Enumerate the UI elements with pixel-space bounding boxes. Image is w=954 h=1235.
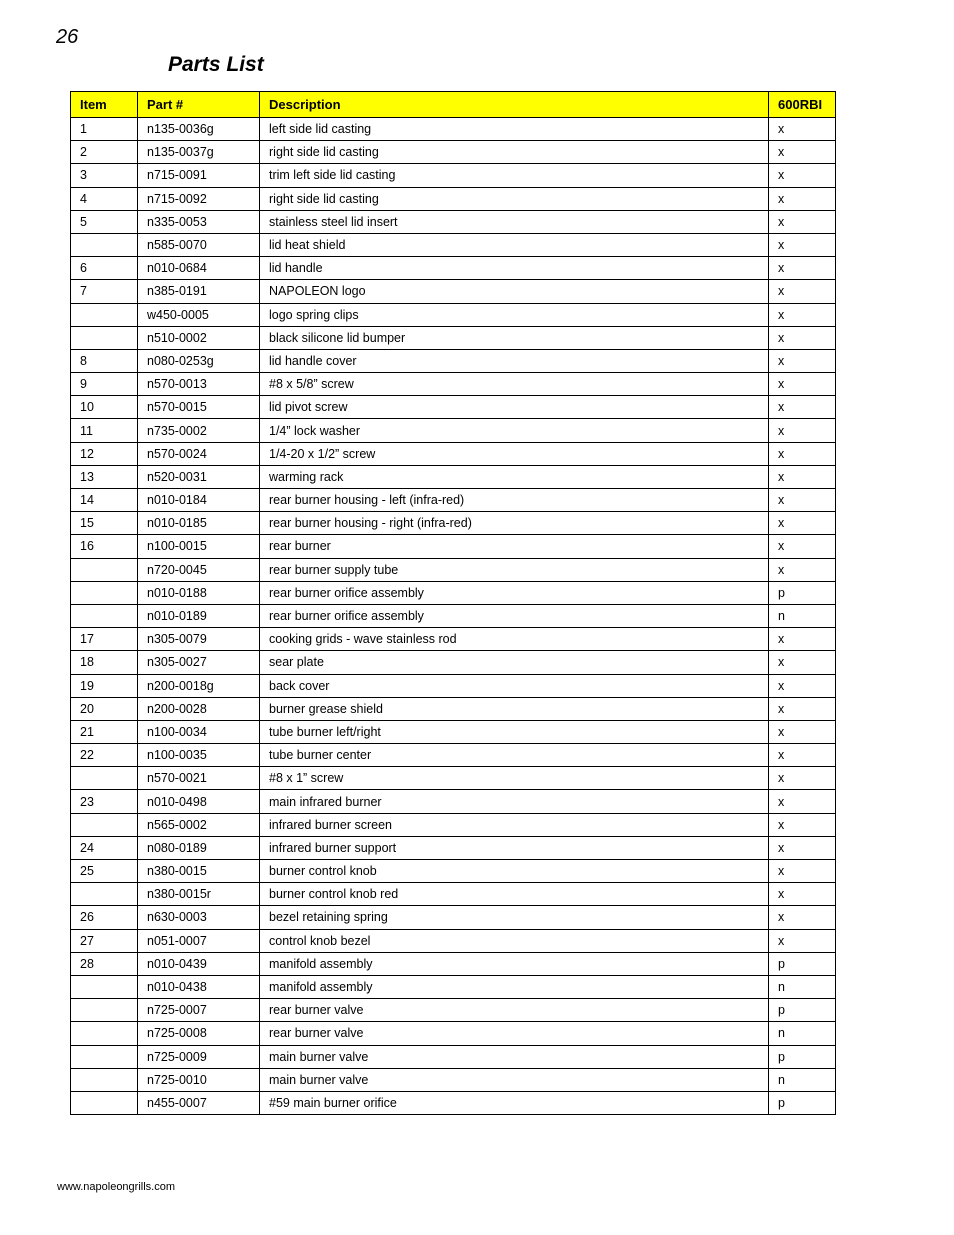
cell-part-number: n305-0027 (138, 651, 260, 674)
cell-item: 3 (71, 164, 138, 187)
table-row (71, 419, 836, 442)
cell-description: stainless steel lid insert (260, 210, 769, 233)
table-row (71, 512, 836, 535)
cell-model: x (769, 512, 836, 535)
cell-item: 16 (71, 535, 138, 558)
cell-part-number: n051-0007 (138, 929, 260, 952)
cell-model: x (769, 883, 836, 906)
cell-item (71, 767, 138, 790)
cell-item: 14 (71, 489, 138, 512)
cell-item: 23 (71, 790, 138, 813)
cell-model: x (769, 349, 836, 372)
cell-model: x (769, 720, 836, 743)
table-row (71, 813, 836, 836)
cell-model: x (769, 465, 836, 488)
cell-description: burner control knob red (260, 883, 769, 906)
cell-part-number: n100-0035 (138, 744, 260, 767)
cell-description: main burner valve (260, 1045, 769, 1068)
cell-description: rear burner orifice assembly (260, 604, 769, 627)
cell-model: x (769, 767, 836, 790)
cell-item (71, 1022, 138, 1045)
cell-part-number: n100-0034 (138, 720, 260, 743)
cell-part-number: n725-0009 (138, 1045, 260, 1068)
cell-item (71, 883, 138, 906)
cell-description: rear burner housing - left (infra-red) (260, 489, 769, 512)
cell-description: main burner valve (260, 1068, 769, 1091)
cell-description: control knob bezel (260, 929, 769, 952)
cell-description: black silicone lid bumper (260, 326, 769, 349)
cell-part-number: n720-0045 (138, 558, 260, 581)
table-row (71, 442, 836, 465)
table-row (71, 373, 836, 396)
cell-part-number: n510-0002 (138, 326, 260, 349)
cell-part-number: n570-0024 (138, 442, 260, 465)
parts-table-body (71, 118, 836, 1115)
cell-model: p (769, 1045, 836, 1068)
cell-part-number: n010-0684 (138, 257, 260, 280)
cell-description: #8 x 1” screw (260, 767, 769, 790)
cell-description: 1/4-20 x 1/2” screw (260, 442, 769, 465)
table-row (71, 558, 836, 581)
table-row (71, 1022, 836, 1045)
cell-description: warming rack (260, 465, 769, 488)
table-row (71, 860, 836, 883)
cell-model: p (769, 581, 836, 604)
cell-part-number: n200-0028 (138, 697, 260, 720)
table-row (71, 581, 836, 604)
table-row (71, 674, 836, 697)
cell-item: 18 (71, 651, 138, 674)
cell-item (71, 975, 138, 998)
table-row (71, 790, 836, 813)
cell-description: right side lid casting (260, 141, 769, 164)
cell-model: x (769, 929, 836, 952)
table-row (71, 210, 836, 233)
cell-item: 13 (71, 465, 138, 488)
table-row (71, 396, 836, 419)
header-part-number: Part # (138, 92, 260, 118)
cell-description: rear burner valve (260, 999, 769, 1022)
table-row (71, 489, 836, 512)
cell-part-number: w450-0005 (138, 303, 260, 326)
cell-model: x (769, 118, 836, 141)
page-number: 26 (56, 26, 79, 48)
cell-item: 22 (71, 744, 138, 767)
cell-item: 26 (71, 906, 138, 929)
cell-description: lid pivot screw (260, 396, 769, 419)
cell-description: cooking grids - wave stainless rod (260, 628, 769, 651)
table-row (71, 535, 836, 558)
cell-part-number: n725-0008 (138, 1022, 260, 1045)
table-row (71, 257, 836, 280)
cell-part-number: n380-0015 (138, 860, 260, 883)
header-item: Item (71, 92, 138, 118)
cell-model: x (769, 210, 836, 233)
cell-model: p (769, 1091, 836, 1114)
cell-part-number: n200-0018g (138, 674, 260, 697)
cell-part-number: n735-0002 (138, 419, 260, 442)
cell-item: 19 (71, 674, 138, 697)
cell-model: x (769, 860, 836, 883)
cell-description: lid handle (260, 257, 769, 280)
cell-model: x (769, 744, 836, 767)
cell-part-number: n135-0037g (138, 141, 260, 164)
cell-model: x (769, 558, 836, 581)
parts-table (70, 91, 836, 1115)
cell-part-number: n725-0007 (138, 999, 260, 1022)
cell-model: x (769, 790, 836, 813)
cell-item (71, 581, 138, 604)
cell-description: burner control knob (260, 860, 769, 883)
cell-description: rear burner orifice assembly (260, 581, 769, 604)
table-row (71, 1045, 836, 1068)
cell-item: 2 (71, 141, 138, 164)
cell-description: manifold assembly (260, 975, 769, 998)
cell-item (71, 303, 138, 326)
cell-item: 15 (71, 512, 138, 535)
table-row (71, 628, 836, 651)
cell-description: bezel retaining spring (260, 906, 769, 929)
cell-item (71, 1045, 138, 1068)
table-row (71, 651, 836, 674)
cell-model: x (769, 280, 836, 303)
table-row (71, 929, 836, 952)
cell-description: manifold assembly (260, 952, 769, 975)
cell-description: left side lid casting (260, 118, 769, 141)
table-row (71, 349, 836, 372)
cell-item: 20 (71, 697, 138, 720)
cell-item: 24 (71, 836, 138, 859)
table-row (71, 187, 836, 210)
cell-item: 6 (71, 257, 138, 280)
table-row (71, 720, 836, 743)
cell-description: lid heat shield (260, 233, 769, 256)
cell-description: infrared burner screen (260, 813, 769, 836)
cell-item (71, 1091, 138, 1114)
table-row (71, 233, 836, 256)
cell-description: #59 main burner orifice (260, 1091, 769, 1114)
cell-part-number: n010-0188 (138, 581, 260, 604)
cell-part-number: n585-0070 (138, 233, 260, 256)
cell-description: #8 x 5/8” screw (260, 373, 769, 396)
cell-description: tube burner center (260, 744, 769, 767)
cell-description: rear burner housing - right (infra-red) (260, 512, 769, 535)
table-header-row (71, 92, 836, 118)
cell-item: 28 (71, 952, 138, 975)
cell-part-number: n570-0021 (138, 767, 260, 790)
cell-description: rear burner supply tube (260, 558, 769, 581)
cell-part-number: n080-0253g (138, 349, 260, 372)
cell-description: rear burner valve (260, 1022, 769, 1045)
cell-part-number: n520-0031 (138, 465, 260, 488)
cell-description: infrared burner support (260, 836, 769, 859)
cell-part-number: n010-0185 (138, 512, 260, 535)
cell-description: main infrared burner (260, 790, 769, 813)
cell-part-number: n335-0053 (138, 210, 260, 233)
cell-model: x (769, 836, 836, 859)
table-row (71, 883, 836, 906)
table-row (71, 975, 836, 998)
table-row (71, 999, 836, 1022)
cell-model: p (769, 952, 836, 975)
cell-part-number: n010-0498 (138, 790, 260, 813)
table-row (71, 836, 836, 859)
cell-model: n (769, 975, 836, 998)
cell-description: logo spring clips (260, 303, 769, 326)
cell-part-number: n010-0189 (138, 604, 260, 627)
table-row (71, 303, 836, 326)
cell-model: x (769, 906, 836, 929)
cell-model: x (769, 442, 836, 465)
cell-part-number: n305-0079 (138, 628, 260, 651)
footer-url: www.napoleongrills.com (57, 1181, 175, 1193)
cell-item: 27 (71, 929, 138, 952)
cell-part-number: n570-0013 (138, 373, 260, 396)
cell-part-number: n715-0091 (138, 164, 260, 187)
cell-description: right side lid casting (260, 187, 769, 210)
cell-item: 8 (71, 349, 138, 372)
table-row (71, 164, 836, 187)
cell-model: x (769, 813, 836, 836)
cell-model: x (769, 674, 836, 697)
cell-model: x (769, 373, 836, 396)
cell-description: NAPOLEON logo (260, 280, 769, 303)
cell-part-number: n725-0010 (138, 1068, 260, 1091)
table-row (71, 1068, 836, 1091)
cell-model: x (769, 187, 836, 210)
cell-part-number: n565-0002 (138, 813, 260, 836)
table-row (71, 604, 836, 627)
cell-item: 9 (71, 373, 138, 396)
cell-part-number: n455-0007 (138, 1091, 260, 1114)
table-row (71, 697, 836, 720)
cell-item (71, 604, 138, 627)
cell-item (71, 999, 138, 1022)
cell-item: 12 (71, 442, 138, 465)
cell-part-number: n010-0184 (138, 489, 260, 512)
cell-model: x (769, 326, 836, 349)
cell-item (71, 558, 138, 581)
cell-description: tube burner left/right (260, 720, 769, 743)
cell-item: 25 (71, 860, 138, 883)
header-model: 600RBI (769, 92, 836, 118)
cell-model: x (769, 697, 836, 720)
cell-model: n (769, 1022, 836, 1045)
cell-item (71, 233, 138, 256)
cell-description: lid handle cover (260, 349, 769, 372)
table-row (71, 118, 836, 141)
cell-item: 11 (71, 419, 138, 442)
table-row (71, 952, 836, 975)
cell-model: x (769, 303, 836, 326)
cell-description: burner grease shield (260, 697, 769, 720)
cell-part-number: n010-0439 (138, 952, 260, 975)
table-row (71, 326, 836, 349)
cell-model: x (769, 257, 836, 280)
cell-item: 4 (71, 187, 138, 210)
cell-description: 1/4” lock washer (260, 419, 769, 442)
cell-part-number: n380-0015r (138, 883, 260, 906)
cell-part-number: n100-0015 (138, 535, 260, 558)
cell-part-number: n010-0438 (138, 975, 260, 998)
cell-model: x (769, 141, 836, 164)
cell-part-number: n715-0092 (138, 187, 260, 210)
table-row (71, 280, 836, 303)
cell-item: 21 (71, 720, 138, 743)
cell-model: n (769, 604, 836, 627)
table-row (71, 767, 836, 790)
header-description: Description (260, 92, 769, 118)
cell-item: 17 (71, 628, 138, 651)
cell-model: x (769, 628, 836, 651)
cell-part-number: n135-0036g (138, 118, 260, 141)
cell-model: x (769, 651, 836, 674)
table-row (71, 906, 836, 929)
cell-model: p (769, 999, 836, 1022)
cell-part-number: n080-0189 (138, 836, 260, 859)
cell-part-number: n630-0003 (138, 906, 260, 929)
table-row (71, 465, 836, 488)
cell-description: back cover (260, 674, 769, 697)
cell-item (71, 1068, 138, 1091)
table-row (71, 744, 836, 767)
page-title: Parts List (168, 53, 264, 76)
cell-item: 7 (71, 280, 138, 303)
cell-description: sear plate (260, 651, 769, 674)
cell-model: x (769, 535, 836, 558)
cell-item: 10 (71, 396, 138, 419)
cell-item (71, 326, 138, 349)
cell-part-number: n385-0191 (138, 280, 260, 303)
table-row (71, 141, 836, 164)
cell-model: x (769, 233, 836, 256)
cell-description: rear burner (260, 535, 769, 558)
cell-model: n (769, 1068, 836, 1091)
cell-model: x (769, 419, 836, 442)
cell-model: x (769, 396, 836, 419)
cell-model: x (769, 164, 836, 187)
cell-item: 1 (71, 118, 138, 141)
table-row (71, 1091, 836, 1114)
cell-part-number: n570-0015 (138, 396, 260, 419)
cell-model: x (769, 489, 836, 512)
cell-item (71, 813, 138, 836)
cell-description: trim left side lid casting (260, 164, 769, 187)
cell-item: 5 (71, 210, 138, 233)
